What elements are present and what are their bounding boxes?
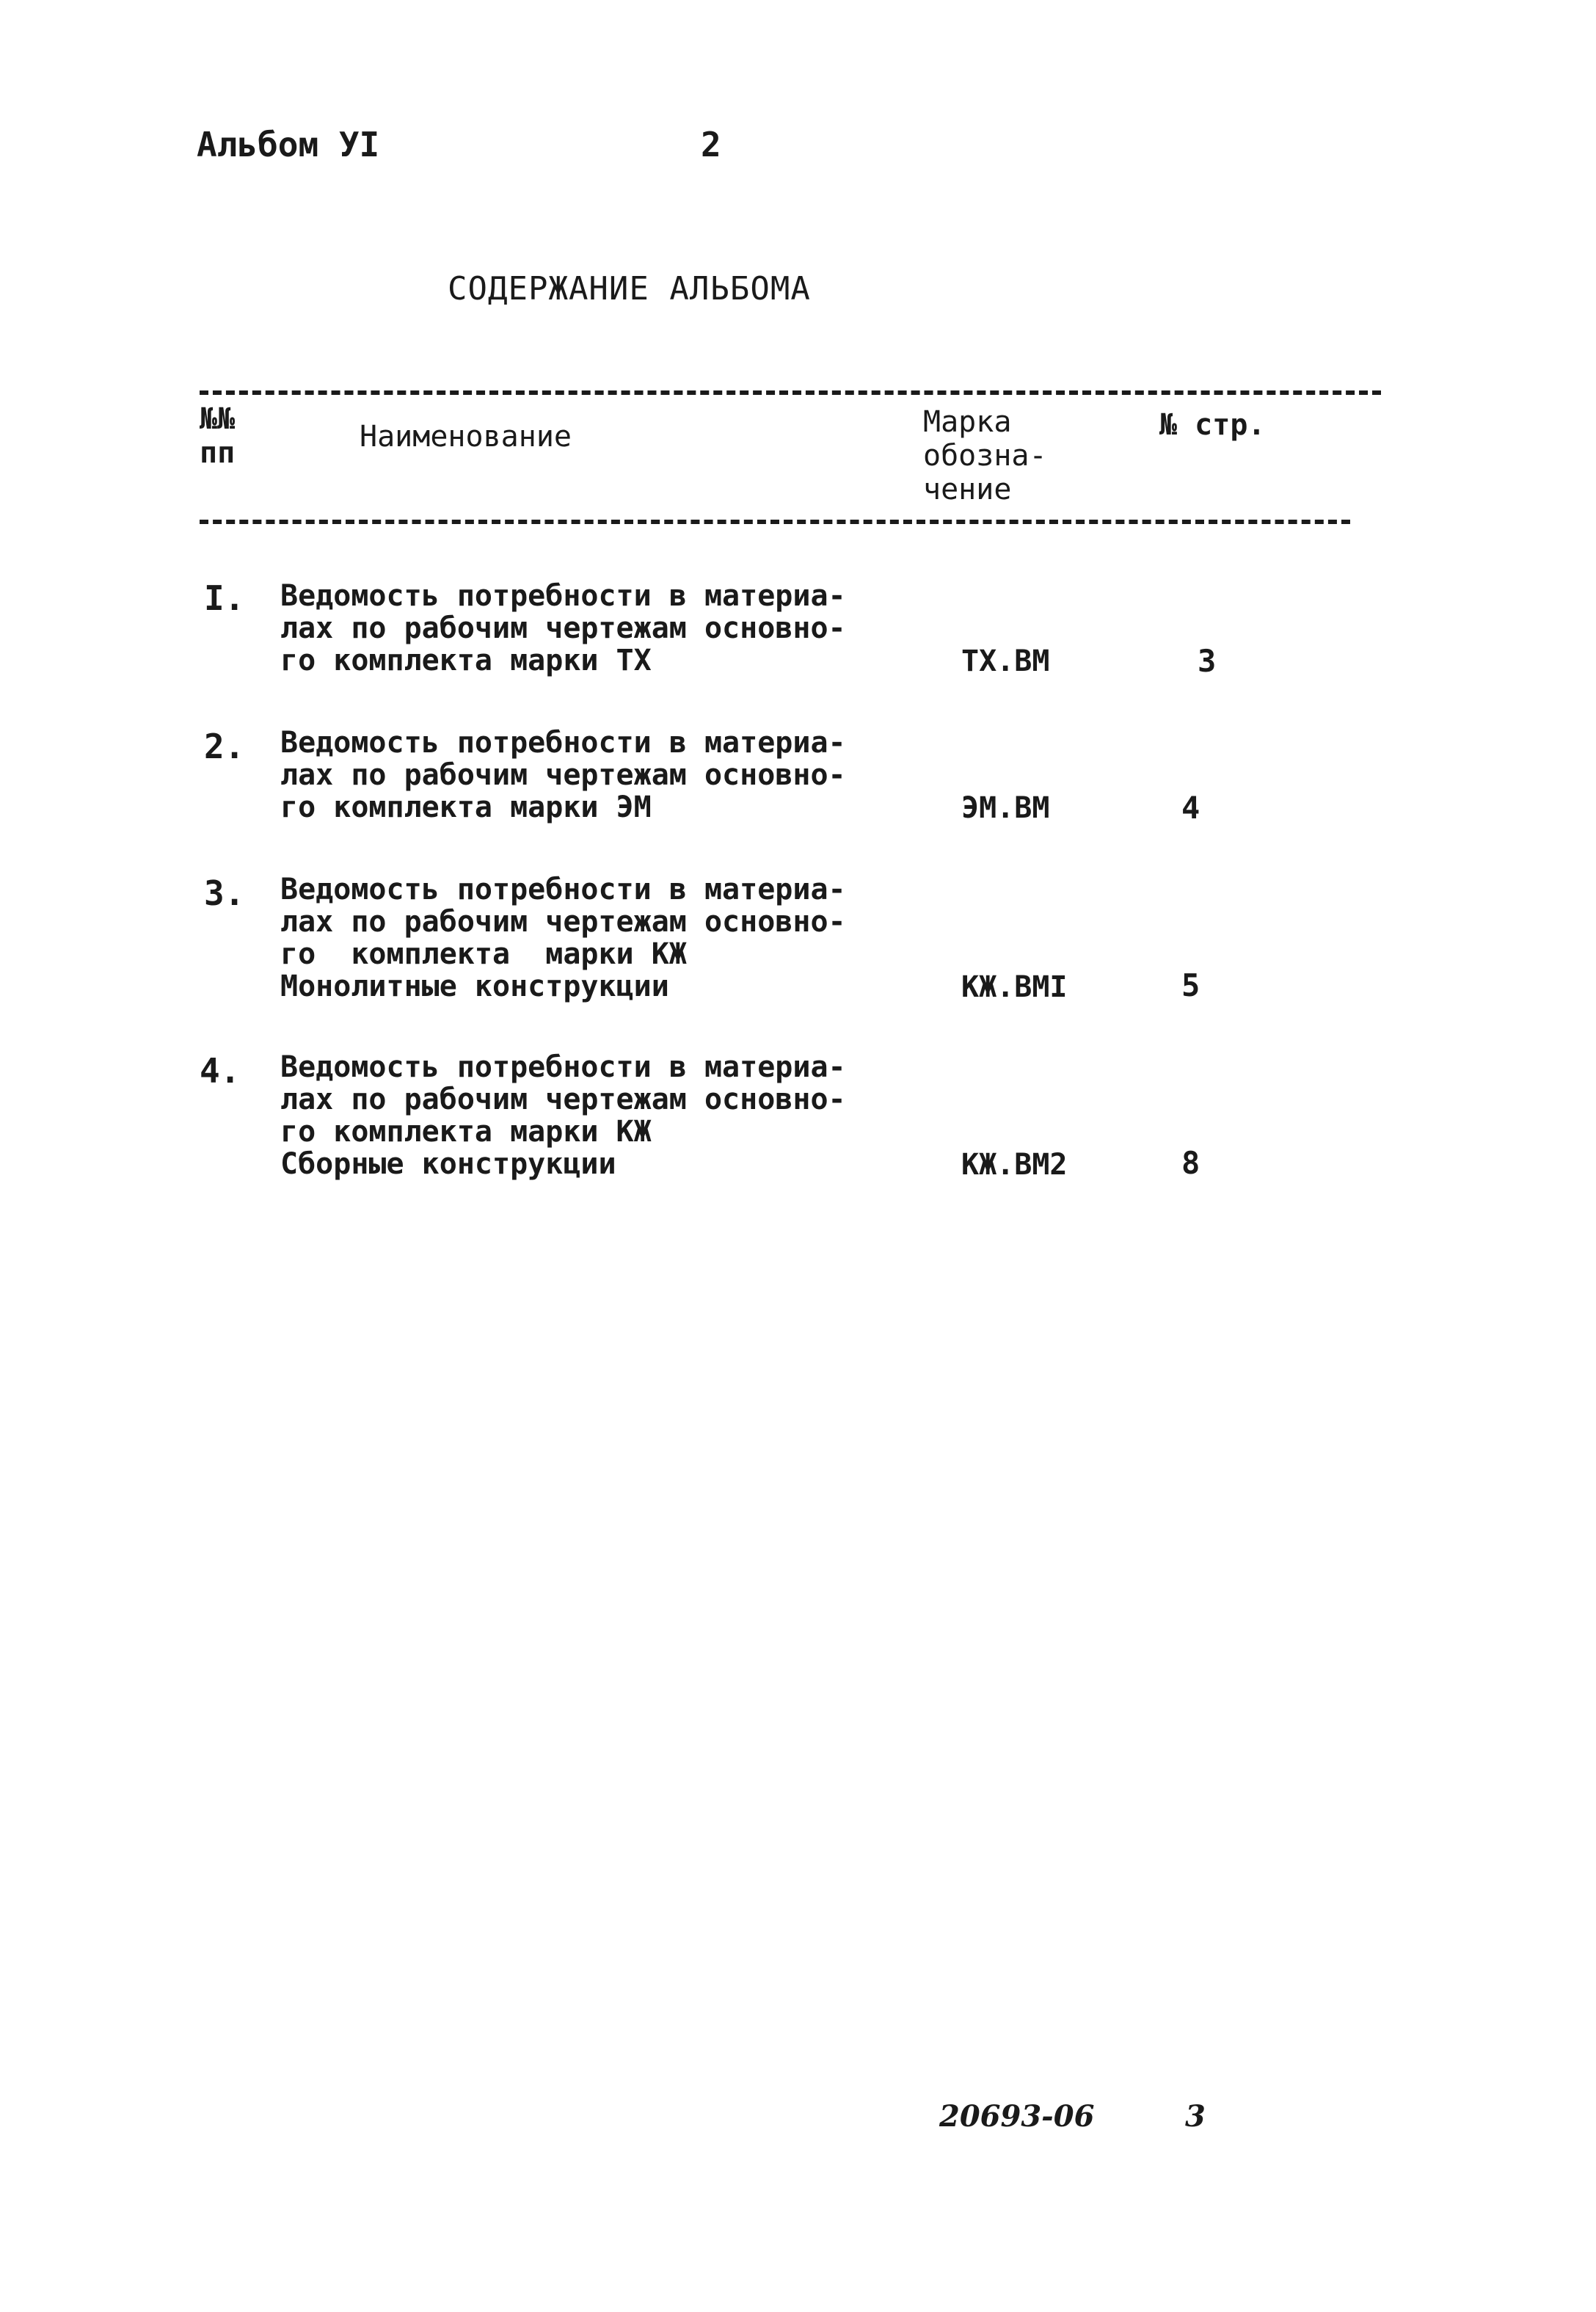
row-page: 5 — [1181, 967, 1200, 1003]
row-mark: ТХ.ВМ — [961, 644, 1050, 678]
row-mark: ЭМ.ВМ — [961, 791, 1050, 825]
row-page: 3 — [1198, 643, 1217, 679]
row-number: 3. — [204, 873, 245, 913]
row-mark: КЖ.ВМI — [961, 970, 1068, 1004]
album-label: Альбом УI — [197, 125, 380, 164]
column-header-mark: Марка обозна- чение — [923, 405, 1047, 506]
column-header-page: № стр. — [1159, 408, 1266, 442]
row-name: Ведомость потребности в материа- лах по рабочим чертежам основно- го комплекта марки ЭМ — [280, 726, 846, 824]
document-title: СОДЕРЖАНИЕ АЛЬБОМА — [448, 270, 811, 308]
sheet-number: 3 — [1185, 2099, 1206, 2134]
row-name: Ведомость потребности в материа- лах по рабочим чертежам основно- го комплекта марки КЖ Сборные конструкции — [280, 1050, 846, 1181]
row-page: 4 — [1181, 790, 1200, 826]
row-number: 4. — [200, 1051, 241, 1091]
row-number: I. — [204, 578, 245, 618]
row-number: 2. — [204, 727, 245, 766]
row-name: Ведомость потребности в материа- лах по рабочим чертежам основно- го комплекта марки ТХ — [280, 579, 846, 677]
table-top-rule — [200, 390, 1381, 395]
document-code: 20693-06 — [939, 2099, 1095, 2134]
row-name: Ведомость потребности в материа- лах по рабочим чертежам основно- го комплекта марки КЖ Монолитные конструкции — [280, 873, 846, 1003]
column-header-num: №№ пп — [200, 402, 236, 470]
row-mark: КЖ.ВМ2 — [961, 1148, 1068, 1182]
row-page: 8 — [1181, 1145, 1200, 1181]
column-header-name: Наименование — [360, 420, 572, 454]
table-header-rule — [200, 520, 1350, 524]
page-number: 2 — [701, 125, 721, 164]
